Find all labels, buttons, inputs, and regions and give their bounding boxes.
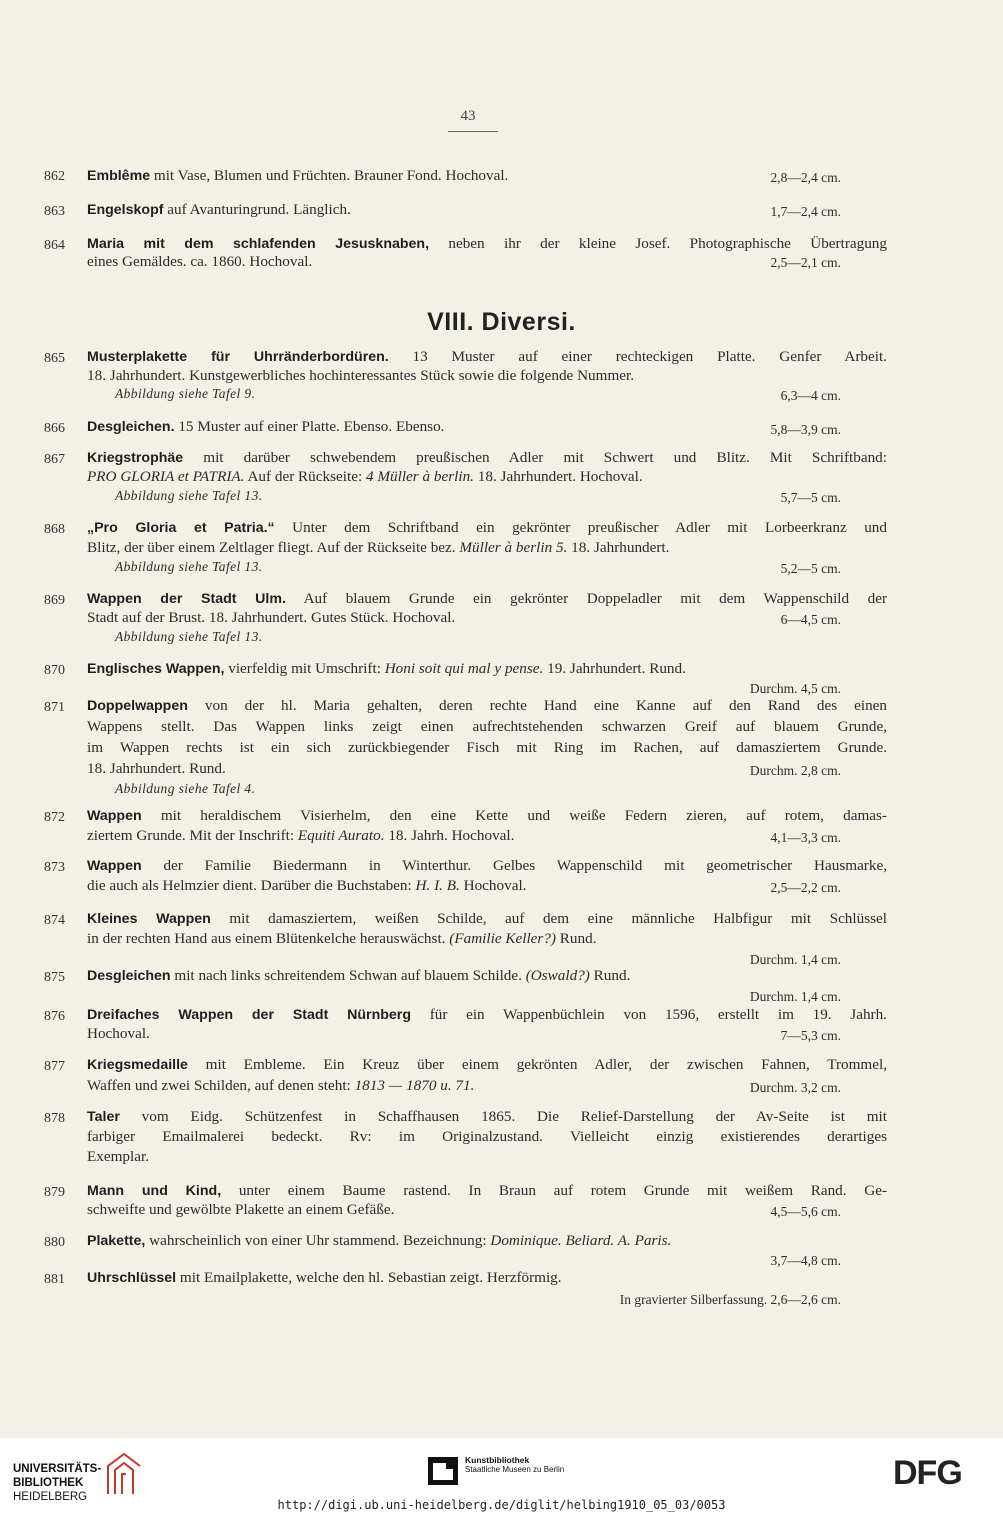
entry-number: 864 — [44, 238, 65, 253]
inscription: Equiti Aurato. — [297, 827, 385, 844]
entry-878-line2: farbiger Emailmalerei bedeckt. Rv: im Originalzustand. Vielleicht einzig existierendes derartiges — [87, 1128, 887, 1145]
inscription: Dominique. Beliard. A. Paris. — [490, 1232, 672, 1249]
entry-text: neben ihr der kleine Josef. Photographische Übertragung — [429, 235, 887, 252]
library-name-line: HEIDELBERG — [13, 1491, 88, 1503]
entry-text: mit Emailplakette, welche den hl. Sebastian zeigt. Herzförmig. — [176, 1269, 562, 1286]
entry-text: auf Avanturingrund. Länglich. — [163, 201, 351, 218]
entry-865-line1 — [87, 348, 887, 366]
entry-text: 18. Jahrhundert. — [567, 539, 670, 556]
permalink-url[interactable]: http://digi.ub.uni-heidelberg.de/diglit/helbing1910_05_03/0053 — [277, 1498, 726, 1512]
entry-title: Englisches Wappen, — [87, 661, 225, 677]
entry-number: 879 — [44, 1185, 65, 1200]
entry-number: 870 — [44, 663, 65, 678]
entry-title: Plakette, — [87, 1233, 146, 1249]
section-heading: VIII. Diversi. — [427, 308, 576, 336]
entry-text: die auch als Helmzier dient. Darüber die Buchstaben: — [87, 877, 416, 894]
entry-875-line1 — [87, 967, 887, 985]
entry-text: für ein Wappenbüchlein von 1596, erstellt im 19. Jahrh. — [410, 1006, 887, 1023]
entry-879-line2: schweifte und gewölbte Plakette an einem Gefäße. — [87, 1201, 395, 1218]
entry-881-line1 — [87, 1269, 887, 1287]
entry-number: 873 — [44, 860, 65, 875]
entry-text: mit nach links schreitendem Schwan auf blauem Schilde. — [170, 967, 526, 984]
entry-measure: 4,1—3,3 cm. — [770, 830, 841, 845]
entry-measure: 2,5—2,1 cm. — [770, 255, 841, 270]
entry-measure: Durchm. 1,4 cm. — [749, 952, 841, 967]
entry-number: 872 — [44, 810, 65, 825]
entry-text: vierfeldig mit Umschrift: — [224, 660, 385, 677]
entry-text: 18. Jahrh. Hochoval. — [384, 827, 515, 844]
entry-text: Rund. — [555, 930, 597, 947]
entry-876-line1 — [87, 1006, 887, 1024]
entry-number: 881 — [44, 1272, 65, 1287]
entry-title: Dreifaches Wappen der Stadt Nürnberg — [87, 1007, 411, 1023]
entry-title: Maria mit dem schlafenden Jesusknaben, — [87, 236, 430, 252]
entry-text: ziertem Grunde. Mit der Inschrift: — [87, 827, 298, 844]
inscription: Honi soit qui mal y pense. — [384, 660, 544, 677]
entry-measure: 3,7—4,8 cm. — [770, 1253, 841, 1268]
entry-text: Unter dem Schriftband ein gekrönter preußischer Adler mit Lorbeerkranz und — [274, 519, 887, 536]
entry-872-line2 — [87, 827, 887, 845]
entry-number: 875 — [44, 970, 65, 985]
entry-text: Blitz, der über einem Zeltlager fliegt. Auf der Rückseite bez. — [87, 539, 460, 556]
entry-number: 878 — [44, 1111, 65, 1126]
entry-number: 866 — [44, 421, 65, 436]
entry-text: mit darüber schwebendem preußischen Adler mit Schwert und Blitz. Mit Schriftband: — [183, 449, 887, 466]
entry-number: 865 — [44, 351, 65, 366]
entry-measure: 7—5,3 cm. — [780, 1028, 841, 1043]
kb-name: Kunstbibliothek — [465, 1455, 530, 1465]
entry-title: Uhrschlüssel — [87, 1270, 177, 1286]
kunstbibliothek-label[interactable] — [465, 1455, 564, 1475]
entry-measure: 5,8—3,9 cm. — [770, 422, 841, 437]
entry-867-line1 — [87, 449, 887, 467]
entry-measure: Durchm. 2,8 cm. — [749, 763, 841, 778]
kb-subname: Staatliche Museen zu Berlin — [465, 1465, 565, 1474]
entry-873-line1 — [87, 857, 887, 875]
entry-number: 867 — [44, 452, 65, 467]
entry-text: 18. Jahrhundert. Hochoval. — [473, 468, 643, 485]
figure-reference: Abbildung siehe Tafel 4. — [115, 781, 256, 796]
entry-title: Taler — [87, 1109, 120, 1125]
inscription: 4 Müller à berlin. — [365, 468, 474, 485]
inscription: H. I. B. — [415, 877, 460, 894]
entry-text: 15 Muster auf einer Platte. Ebenso. Ebenso. — [174, 418, 445, 435]
entry-number: 869 — [44, 593, 65, 608]
entry-864-line2: eines Gemäldes. ca. 1860. Hochoval. — [87, 253, 313, 270]
entry-number: 862 — [44, 169, 65, 184]
entry-measure: 6,3—4 cm. — [780, 388, 841, 403]
inscription: 1813 — 1870 u. 71. — [354, 1077, 475, 1094]
entry-text: Rund. — [589, 967, 631, 984]
inscription: (Oswald?) — [525, 967, 590, 984]
entry-title: Wappen — [87, 808, 142, 824]
entry-869-line1 — [87, 590, 887, 608]
entry-text: Hochoval. — [459, 877, 527, 894]
entry-measure: 6—4,5 cm. — [780, 612, 841, 627]
library-name-line: UNIVERSITÄTS- — [13, 1463, 102, 1475]
entry-number: 868 — [44, 522, 65, 537]
entry-text: Waffen und zwei Schilden, auf denen steht: — [87, 1077, 355, 1094]
entry-text: von der hl. Maria gehalten, deren rechte Hand eine Kanne auf den Rand des einen — [187, 697, 887, 714]
entry-number: 871 — [44, 700, 65, 715]
entry-878-line1 — [87, 1108, 887, 1126]
entry-title: Wappen — [87, 858, 142, 874]
entry-864-line1 — [87, 235, 887, 253]
entry-number: 863 — [44, 204, 65, 219]
entry-text: mit Embleme. Ein Kreuz über einem gekrönten Adler, der zwischen Fahnen, Trommel, — [187, 1056, 887, 1073]
inscription: (Familie Keller?) — [449, 930, 556, 947]
entry-title: Doppelwappen — [87, 698, 188, 714]
inscription: Müller à berlin 5. — [459, 539, 568, 556]
entry-text: 13 Muster auf einer rechteckigen Platte. Genfer Arbeit. — [388, 348, 887, 365]
entry-874-line1 — [87, 910, 887, 928]
entry-measure: Durchm. 3,2 cm. — [749, 1080, 841, 1095]
entry-876-line2: Hochoval. — [87, 1025, 150, 1042]
entry-measure: 1,7—2,4 cm. — [770, 204, 841, 219]
entry-title: Desgleichen — [87, 968, 171, 984]
entry-title: Wappen der Stadt Ulm. — [87, 591, 286, 607]
entry-text: Auf blauem Grunde ein gekrönter Doppeladler mit dem Wappenschild der — [285, 590, 888, 607]
entry-text: vom Eidg. Schützenfest in Schaffhausen 1865. Die Relief-Darstellung der Av-Seite ist mit — [119, 1108, 887, 1125]
kunstbibliothek-logo-icon — [428, 1457, 458, 1485]
entry-title: Musterplakette für Uhrränderbordüren. — [87, 349, 389, 365]
entry-measure: Durchm. 1,4 cm. — [749, 989, 841, 1004]
entry-number: 880 — [44, 1235, 65, 1250]
entry-868-line2 — [87, 539, 887, 557]
entry-871-line4: 18. Jahrhundert. Rund. — [87, 760, 226, 777]
entry-title: Desgleichen. — [87, 419, 175, 435]
entry-title: Engelskopf — [87, 202, 164, 218]
entry-text: der Familie Biedermann in Winterthur. Gelbes Wappenschild mit geometrischer Hausmarke, — [141, 857, 887, 874]
entry-text: mit Vase, Blumen und Früchten. Brauner Fond. Hochoval. — [150, 167, 509, 184]
entry-879-line1 — [87, 1182, 887, 1200]
entry-870-line1 — [87, 660, 887, 678]
entry-text: 19. Jahrhundert. Rund. — [543, 660, 686, 677]
figure-reference: Abbildung siehe Tafel 13. — [115, 488, 263, 503]
entry-title: Kriegstrophäe — [87, 450, 184, 466]
entry-measure: 5,7—5 cm. — [780, 490, 841, 505]
figure-reference: Abbildung siehe Tafel 13. — [115, 629, 263, 644]
digitization-footer — [0, 1438, 1003, 1516]
entry-880-line1 — [87, 1232, 887, 1250]
entry-title: „Pro Gloria et Patria.“ — [87, 520, 275, 536]
entry-866 — [87, 418, 887, 436]
entry-text: wahrscheinlich von einer Uhr stammend. Bezeichnung: — [145, 1232, 491, 1249]
page-number-rule — [448, 131, 498, 132]
entry-865-line2: 18. Jahrhundert. Kunstgewerbliches hochinteressantes Stück sowie die folgende Nummer. — [87, 367, 635, 384]
entry-871-line1 — [87, 697, 887, 715]
entry-867-line2 — [87, 468, 887, 486]
library-name-line: BIBLIOTHEK — [13, 1477, 84, 1489]
entry-title: Kriegsmedaille — [87, 1057, 188, 1073]
entry-title: Mann und Kind, — [87, 1183, 222, 1199]
entry-877-line1 — [87, 1056, 887, 1074]
entry-number: 876 — [44, 1009, 65, 1024]
entry-measure: 4,5—5,6 cm. — [770, 1204, 841, 1219]
entry-title: Kleines Wappen — [87, 911, 211, 927]
library-emblem-icon — [104, 1450, 144, 1496]
entry-text: mit heraldischem Visierhelm, den eine Kette und weiße Federn zieren, auf rotem, damas- — [141, 807, 887, 824]
entry-862 — [87, 167, 887, 185]
entry-number: 874 — [44, 913, 65, 928]
entry-871-line2: Wappens stellt. Das Wappen links zeigt einen aufrechtstehenden schwarzen Greif auf blauem Grunde, — [87, 718, 887, 735]
entry-874-line2 — [87, 930, 887, 948]
entry-measure: In gravierter Silberfassung. 2,6—2,6 cm. — [619, 1292, 841, 1307]
entry-measure: Durchm. 4,5 cm. — [749, 681, 841, 696]
entry-869-line2: Stadt auf der Brust. 18. Jahrhundert. Gutes Stück. Hochoval. — [87, 609, 456, 626]
entry-measure: 2,8—2,4 cm. — [770, 170, 841, 185]
inscription: PRO GLORIA et PATRIA. — [87, 468, 245, 485]
entry-878-line3: Exemplar. — [87, 1148, 149, 1165]
entry-text: unter einem Baume rastend. In Braun auf rotem Grunde mit weißem Rand. Ge- — [221, 1182, 888, 1199]
page-number: 43 — [460, 108, 476, 124]
dfg-logo[interactable]: DFG — [893, 1454, 962, 1492]
entry-title: Emblême — [87, 168, 151, 184]
entry-868-line1 — [87, 519, 887, 537]
figure-reference: Abbildung siehe Tafel 9. — [115, 386, 256, 401]
entry-871-line3: im Wappen rechts ist ein sich zurückbiegender Fisch mit Ring im Rachen, auf damasziertem Grunde. — [87, 739, 887, 756]
entry-872-line1 — [87, 807, 887, 825]
entry-measure: 2,5—2,2 cm. — [770, 880, 841, 895]
entry-text: in der rechten Hand aus einem Blütenkelche herauswächst. — [87, 930, 450, 947]
entry-number: 877 — [44, 1059, 65, 1074]
entry-863 — [87, 201, 887, 219]
entry-measure: 5,2—5 cm. — [780, 561, 841, 576]
entry-text: mit damasziertem, weißen Schilde, auf dem eine männliche Halbfigur mit Schlüssel — [210, 910, 887, 927]
entry-873-line2 — [87, 877, 887, 895]
figure-reference: Abbildung siehe Tafel 13. — [115, 559, 263, 574]
entry-text: Auf der Rückseite: — [244, 468, 366, 485]
